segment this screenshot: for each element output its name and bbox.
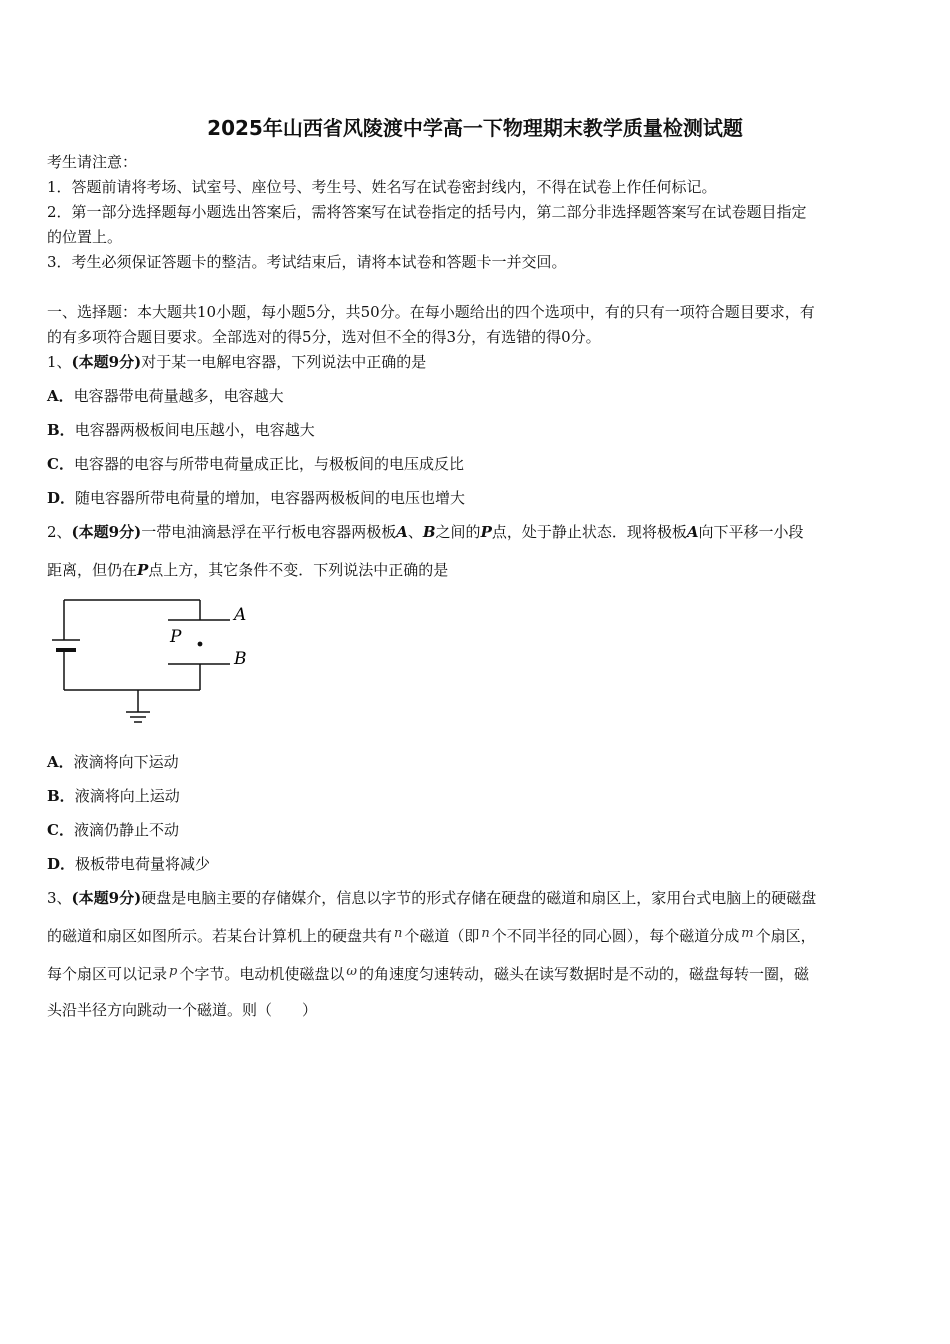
notice-item-2-cont: 的位置上。 xyxy=(47,228,123,246)
question-number: 1、 xyxy=(47,353,72,371)
option-label: B． xyxy=(47,421,75,439)
notice-item-2: 2．第一部分选择题每小题选出答案后，需将答案写在试卷指定的括号内，第二部分非选择题答案写在试卷题目指定 xyxy=(47,203,807,221)
var-b: B xyxy=(422,523,436,541)
section-instructions-1: 一、选择题：本大题共10小题，每小题5分，共50分。在每小题给出的四个选项中，有的只有一项符合题目要求，有 xyxy=(47,303,815,321)
notice-heading: 考生请注意： xyxy=(47,153,138,171)
notice-item-1: 1．答题前请将考场、试室号、座位号、考生号、姓名写在试卷密封线内，不得在试卷上作任何标记。 xyxy=(47,178,717,196)
q2-option-a xyxy=(47,752,179,772)
separator: 、 xyxy=(407,523,423,541)
question-text: 个磁道（即 xyxy=(404,927,480,945)
question-tag: (本题9分) xyxy=(71,353,142,371)
oil-droplet-dot xyxy=(198,642,203,647)
var-a: A xyxy=(686,523,699,541)
question-text: 个不同半径的同心圆），每个磁道分成 xyxy=(491,927,740,945)
label-b: B xyxy=(234,649,247,669)
question-text: 的角速度匀速转动，磁头在读写数据时是不动的，磁盘每转一圈，磁 xyxy=(358,965,809,983)
option-label: D． xyxy=(47,489,76,507)
question-text: 点上方，其它条件不变．下列说法中正确的是 xyxy=(148,561,449,579)
option-text: 随电容器所带电荷量的增加，电容器两极板间的电压也增大 xyxy=(75,489,466,507)
question-3-line-4: 头沿半径方向跳动一个磁道。则（ ） xyxy=(47,1001,318,1019)
var-p: p xyxy=(169,964,178,979)
question-number: 2、 xyxy=(47,523,72,541)
notice-item-3: 3．考生必须保证答题卡的整洁。考试结束后，请将本试卷和答题卡一并交回。 xyxy=(47,253,567,271)
option-text: 液滴仍静止不动 xyxy=(73,821,179,839)
option-label: B． xyxy=(47,787,75,805)
page-title: 2025年山西省风陵渡中学高一下物理期末教学质量检测试题 xyxy=(207,116,743,140)
question-text: 个扇区， xyxy=(755,927,816,945)
var-m: m xyxy=(741,926,754,941)
question-text: 的磁道和扇区如图所示。若某台计算机上的硬盘共有 xyxy=(47,927,393,945)
var-omega: ω xyxy=(346,964,357,979)
section-instructions-2: 的有多项符合题目要求。全部选对的得5分，选对但不全的得3分，有选错的得0分。 xyxy=(47,328,601,346)
option-text: 电容器的电容与所带电荷量成正比，与极板间的电压成反比 xyxy=(73,455,464,473)
question-text: 向下平移一小段 xyxy=(698,523,804,541)
var-n: n xyxy=(481,926,490,941)
label-p: P xyxy=(170,627,182,647)
option-label: C． xyxy=(47,821,74,839)
q1-option-c xyxy=(47,454,464,474)
option-label: A． xyxy=(47,387,74,405)
question-text: 一带电油滴悬浮在平行板电容器两极板 xyxy=(141,523,397,541)
var-n: n xyxy=(394,926,403,941)
question-number: 3、 xyxy=(47,889,72,907)
question-text: 点，处于静止状态．现将极板 xyxy=(491,523,687,541)
option-text: 电容器带电荷量越多，电容越大 xyxy=(73,387,284,405)
q1-option-b xyxy=(47,420,315,440)
question-text: 之间的 xyxy=(435,523,481,541)
question-text: 个字节。电动机使磁盘以 xyxy=(179,965,345,983)
question-3-line-3 xyxy=(47,964,809,986)
var-p: P xyxy=(137,561,149,579)
question-3-line-2 xyxy=(47,926,816,948)
question-text: 距离，但仍在 xyxy=(47,561,138,579)
question-1-stem xyxy=(47,352,426,372)
option-label: A． xyxy=(47,753,74,771)
label-a: A xyxy=(234,605,247,625)
q1-option-a xyxy=(47,386,284,406)
question-2-stem-line-1 xyxy=(47,522,804,542)
q2-option-c xyxy=(47,820,179,840)
question-text: 每个扇区可以记录 xyxy=(47,965,168,983)
question-tag: (本题9分) xyxy=(71,889,142,907)
option-label: D． xyxy=(47,855,76,873)
question-text: 对于某一电解电容器，下列说法中正确的是 xyxy=(141,353,427,371)
q2-option-b xyxy=(47,786,180,806)
var-p: P xyxy=(480,523,492,541)
q1-option-d xyxy=(47,488,465,508)
q2-option-d xyxy=(47,854,210,874)
question-2-stem-line-2 xyxy=(47,560,448,580)
option-text: 液滴将向上运动 xyxy=(74,787,180,805)
capacitor-circuit-diagram xyxy=(40,592,260,732)
option-text: 极板带电荷量将减少 xyxy=(75,855,211,873)
question-3-line-1 xyxy=(47,888,816,908)
question-tag: (本题9分) xyxy=(71,523,142,541)
var-a: A xyxy=(396,523,408,541)
option-text: 液滴将向下运动 xyxy=(73,753,179,771)
option-text: 电容器两极板间电压越小，电容越大 xyxy=(74,421,315,439)
option-label: C． xyxy=(47,455,74,473)
question-text: 硬盘是电脑主要的存储媒介，信息以字节的形式存储在硬盘的磁道和扇区上，家用台式电脑上的硬磁盘 xyxy=(141,889,817,907)
